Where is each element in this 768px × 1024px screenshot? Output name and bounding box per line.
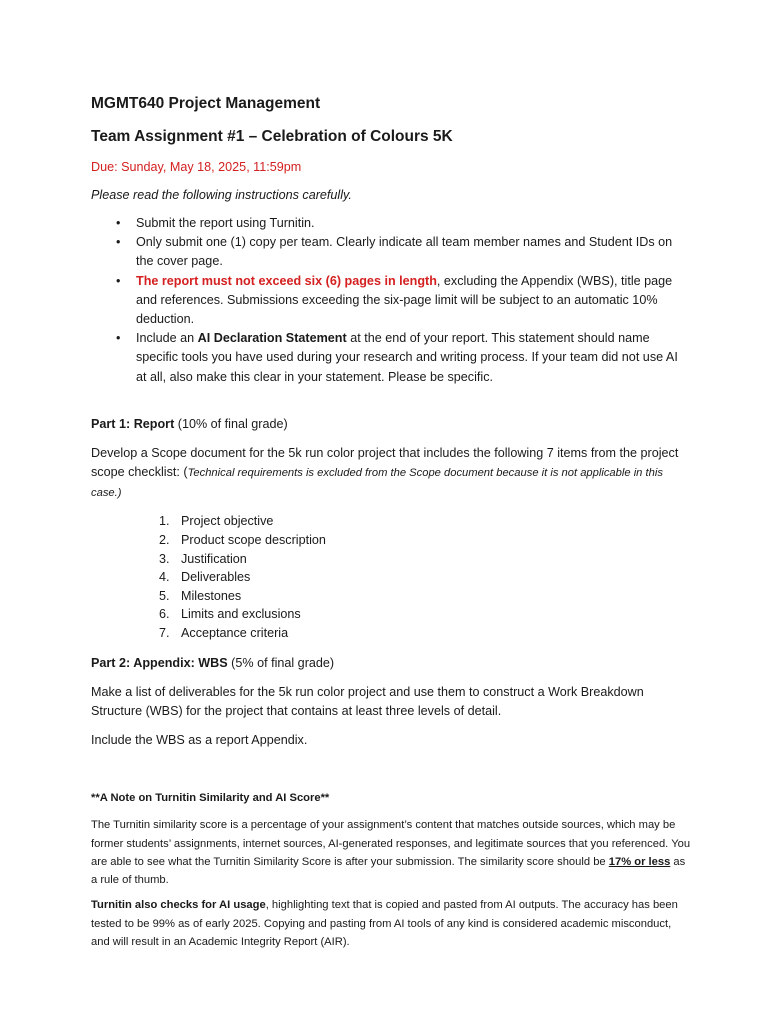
part2-include: Include the WBS as a report Appendix. xyxy=(91,733,308,747)
bullet-icon: • xyxy=(116,273,121,288)
list-item xyxy=(91,550,691,569)
assignment-title: Team Assignment #1 – Celebration of Colours 5K xyxy=(91,128,453,145)
list-item-number: 4. xyxy=(159,570,170,585)
list-item-label: Project objective xyxy=(181,514,274,529)
list-item-number: 6. xyxy=(159,607,170,622)
scope-checklist xyxy=(91,512,691,642)
instruction-item xyxy=(91,233,691,271)
part2-description: Make a list of deliverables for the 5k run color project and use them to construct a Work Breakdown Structure (WBS) for the project that contains at least three levels of detail. xyxy=(91,684,644,718)
list-item-number: 5. xyxy=(159,588,170,603)
due-date: Due: Sunday, May 18, 2025, 11:59pm xyxy=(91,160,302,174)
list-item xyxy=(91,568,691,587)
page-limit-warning: The report must not exceed six (6) pages in length xyxy=(136,273,437,288)
instruction-item xyxy=(91,214,691,233)
note-text: , highlighting text that is copied and pasted from AI outputs. The accuracy has been tested to be 99% as of early 2025. Copying and pasting from AI tools of any kind is considered academic misconduct, and will result in an Academic Integrity Report (AIR). xyxy=(91,899,678,948)
list-item xyxy=(91,531,691,550)
list-item-label: Milestones xyxy=(181,588,242,603)
part2-heading xyxy=(91,654,691,673)
part1-description xyxy=(91,444,691,504)
part1-heading xyxy=(91,415,691,434)
bullet-icon: • xyxy=(116,216,121,230)
instruction-item xyxy=(91,329,691,387)
similarity-threshold: 17% or less xyxy=(608,855,671,868)
list-item-number: 2. xyxy=(159,533,170,548)
list-item-number: 7. xyxy=(159,626,170,640)
course-title: MGMT640 Project Management xyxy=(91,95,321,112)
list-item-number: 3. xyxy=(159,551,170,566)
list-item-label: Limits and exclusions xyxy=(181,607,301,622)
instruction-text: at the end of your report. This statement should name specific tools you have used during your research and writing process. If your team did not use AI at all, also make this clear in your statement. Please be specific. xyxy=(136,331,678,384)
bullet-icon: • xyxy=(116,331,121,346)
document-page xyxy=(91,93,691,951)
list-item-label: Deliverables xyxy=(181,570,251,585)
intro-text: Please read the following instructions carefully. xyxy=(91,188,352,202)
instruction-item xyxy=(91,272,691,330)
part1-heading-label: Part 1: Report xyxy=(91,416,175,431)
note-text: The Turnitin similarity score is a percentage of your assignment’s content that matches outside sources, which may be former students’ assignments, internet sources, AI-generated responses, and legitimate sources that you referenced. You are able to see what the Turnitin Similarity Score is after your submission. The similarity score should be xyxy=(91,819,691,868)
instruction-text: Only submit one (1) copy per team. Clearly indicate all team member names and Student IDs on the cover page. xyxy=(136,235,673,269)
list-item-label: Acceptance criteria xyxy=(181,626,289,640)
bullet-icon: • xyxy=(116,235,121,250)
part1-heading-weight: (10% of final grade) xyxy=(174,416,288,431)
note-paragraph-similarity xyxy=(91,816,691,889)
list-item xyxy=(91,512,691,531)
ai-declaration-label: AI Declaration Statement xyxy=(197,331,347,346)
part1-desc-note: Technical requirements is excluded from the Scope document because it is not applicable in this case.) xyxy=(91,467,663,500)
note-heading: **A Note on Turnitin Similarity and AI Score** xyxy=(91,792,330,805)
part2-heading-label: Part 2: Appendix: WBS xyxy=(91,655,228,670)
part1-desc-text: Develop a Scope document for the 5k run color project that includes the following 7 items from the project scope checklist: ( xyxy=(91,445,679,480)
instruction-text: Include an xyxy=(136,331,198,346)
ai-usage-label: Turnitin also checks for AI usage xyxy=(91,899,266,912)
note-text: as a rule of thumb. xyxy=(91,855,686,887)
instruction-text: , excluding the Appendix (WBS), title page and references. Submissions exceeding the six-page limit will be subject to an automatic 10% deduction. xyxy=(136,273,673,327)
part2-heading-weight: (5% of final grade) xyxy=(227,655,335,670)
instructions-list xyxy=(91,214,691,387)
list-item-label: Justification xyxy=(181,551,247,566)
list-item xyxy=(91,605,691,624)
instruction-text: Submit the report using Turnitin. xyxy=(136,216,315,230)
list-item-number: 1. xyxy=(159,514,170,529)
list-item xyxy=(91,587,691,606)
list-item-label: Product scope description xyxy=(181,533,326,548)
note-paragraph-ai xyxy=(91,896,691,951)
list-item xyxy=(91,624,691,643)
